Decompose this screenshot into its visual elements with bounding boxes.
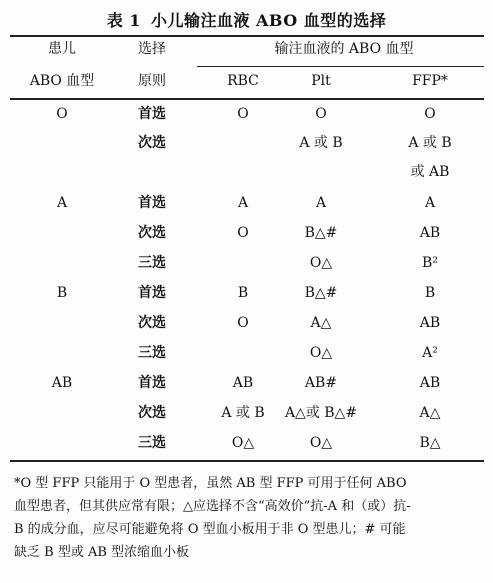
header-sub-rule xyxy=(197,66,484,67)
cell-ffp: B△ xyxy=(419,435,441,451)
cell-ffp: O xyxy=(424,106,436,122)
cell-ffp: AB xyxy=(419,315,441,331)
cell-plt: B△# xyxy=(304,225,338,241)
cell-choice: 次选 xyxy=(138,315,166,331)
cell-ffp: A xyxy=(424,195,436,211)
header-group-label: 输注血液的 ABO 血型 xyxy=(274,41,414,57)
header-plt: Plt xyxy=(311,73,331,89)
cell-plt: O△ xyxy=(309,435,333,451)
footnote-line: B 的成分血，应尽可能避免将 O 型血小板用于非 O 型患儿；# 可能 xyxy=(14,522,406,537)
cell-choice: 三选 xyxy=(138,345,166,361)
header-rbc: RBC xyxy=(227,73,259,89)
cell-rbc: O xyxy=(237,315,249,331)
cell-rbc: A 或 B xyxy=(221,405,265,421)
bottom-rule xyxy=(10,460,484,462)
cell-plt: A△ xyxy=(310,315,332,331)
cell-ffp: AB xyxy=(419,225,441,241)
cell-rbc: AB xyxy=(232,375,254,391)
cell-ffp: AB xyxy=(419,375,441,391)
footnote-line: 缺乏 B 型或 AB 型浓缩血小板 xyxy=(14,545,190,560)
cell-plt: O xyxy=(315,106,327,122)
cell-choice: 三选 xyxy=(138,255,166,271)
cell-rbc: A xyxy=(237,195,249,211)
cell-choice: 首选 xyxy=(138,375,166,391)
cell-plt: O△ xyxy=(309,255,333,271)
header-patient-line2: ABO 血型 xyxy=(29,73,95,89)
cell-plt: A xyxy=(315,195,327,211)
table-footnote xyxy=(14,472,484,564)
header-patient-line1: 患儿 xyxy=(48,41,76,57)
cell-choice: 首选 xyxy=(138,106,166,122)
cell-ffp: A△ xyxy=(419,405,441,421)
cell-patient: B xyxy=(56,285,68,301)
footnote-line: *O 型 FFP 只能用于 O 型患者，虽然 AB 型 FFP 可用于任何 ABO xyxy=(14,476,407,491)
cell-ffp: A 或 B xyxy=(408,135,452,151)
cell-plt: AB# xyxy=(304,375,338,391)
header-bottom-rule xyxy=(10,98,484,100)
cell-choice: 首选 xyxy=(138,195,166,211)
cell-plt: B△# xyxy=(304,285,338,301)
cell-rbc: O△ xyxy=(231,435,255,451)
cell-rbc: O xyxy=(237,106,249,122)
cell-ffp: B² xyxy=(422,255,438,271)
cell-plt: O△ xyxy=(309,345,333,361)
cell-plt: A△或 B△# xyxy=(284,405,358,421)
cell-rbc: B xyxy=(237,285,249,301)
cell-choice: 首选 xyxy=(138,285,166,301)
cell-ffp: A² xyxy=(422,345,438,361)
table-caption: 小儿输注血液 ABO 血型的选择 xyxy=(150,11,387,30)
cell-ffp: 或 AB xyxy=(410,164,450,180)
header-ffp: FFP* xyxy=(412,73,448,89)
table-title xyxy=(0,8,493,31)
header-choice-line1: 选择 xyxy=(138,41,166,57)
cell-patient: AB xyxy=(51,375,73,391)
table-number: 表 1 xyxy=(106,11,141,30)
cell-choice: 次选 xyxy=(138,225,166,241)
cell-choice: 三选 xyxy=(138,435,166,451)
cell-ffp: B xyxy=(424,285,436,301)
cell-choice: 次选 xyxy=(138,405,166,421)
cell-plt: A 或 B xyxy=(299,135,343,151)
cell-rbc: O xyxy=(237,225,249,241)
footnote-line: 血型患者，但其供应常有限；△应选择不含“高效价”抗-A 和（或）抗- xyxy=(14,499,411,514)
cell-patient: A xyxy=(56,195,68,211)
header-choice-line2: 原则 xyxy=(138,73,166,89)
top-rule xyxy=(10,35,484,37)
cell-choice: 次选 xyxy=(138,135,166,151)
cell-patient: O xyxy=(56,106,68,122)
